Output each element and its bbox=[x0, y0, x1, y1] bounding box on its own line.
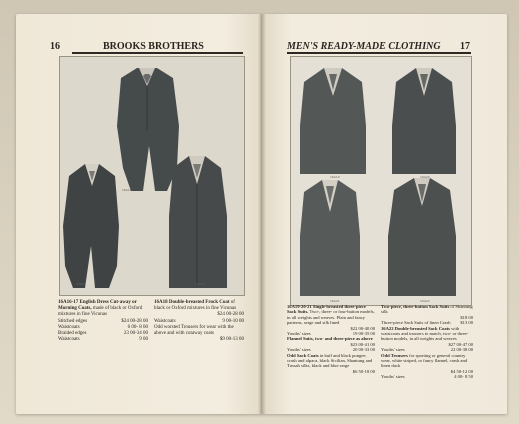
price-row: Youths' sizes 4 00- 8 50 bbox=[381, 374, 473, 380]
right-page-title: MEN'S READY-MADE CLOTHING bbox=[287, 41, 441, 52]
right-caption-two-piece bbox=[381, 304, 473, 380]
price-row: Youths' sizes 19 00-35 00 bbox=[287, 331, 375, 337]
sack-coat-2 bbox=[392, 68, 456, 174]
two-piece-heading: Two-piece, three-button Sack Suits bbox=[381, 304, 450, 309]
frock-body: of black or Oxford mixtures in fine Vicunas bbox=[154, 300, 237, 312]
price-row: $18 00 bbox=[460, 314, 473, 320]
price-row: Youths' sizes 22 00-38 00 bbox=[381, 347, 473, 353]
price-row: Stitched edges $24 00-28 00 bbox=[58, 318, 148, 324]
cutaway-body: made of black or Oxford mixtures in fine Vicunas bbox=[58, 306, 143, 318]
left-page-title: BROOKS BROTHERS bbox=[103, 41, 204, 52]
morning-coat-2 bbox=[63, 164, 119, 288]
frock-note: Odd worsted Trousers for wear with the above and with cutaway coats bbox=[154, 324, 234, 337]
odd-trousers-heading: Odd Trousers bbox=[381, 352, 408, 358]
coat-tag-6: 16A21 bbox=[330, 299, 340, 303]
left-caption-cutaway bbox=[58, 300, 148, 343]
left-page-number: 16 bbox=[50, 41, 60, 52]
coat-tag-7: 16A22 bbox=[420, 299, 430, 303]
cutaway-heading: 16A16-17 English Dress Cut-away or Morning Coats, bbox=[58, 300, 137, 312]
double-breasted-sack-coat bbox=[388, 178, 456, 296]
flannel-heading: Flannel Suits, two- and three-piece as above bbox=[287, 336, 373, 342]
coat-tag-2: 16A17 bbox=[76, 282, 86, 286]
price-row: $24 00-28 00 bbox=[217, 312, 244, 318]
double-breasted-body: with waistcoats and trousers to match, two- or three-button models, in all weights and weaves bbox=[381, 325, 469, 342]
coat-tag-3: 16A18 bbox=[195, 282, 205, 286]
price-row: $9 00-13 00 bbox=[219, 337, 244, 343]
right-page-number: 17 bbox=[460, 41, 470, 52]
price-row: $22 00-40 00 bbox=[350, 325, 375, 331]
left-coats-illustration bbox=[59, 56, 245, 296]
odd-sack-heading: Odd Sack Coats bbox=[287, 352, 319, 358]
price-row: Waistcoats 9 00-10 00 bbox=[154, 318, 244, 324]
price-row: $4 50-12 00 bbox=[450, 368, 473, 374]
coat-tag-4: 16A19 bbox=[330, 175, 340, 179]
price-row: $23 00-41 00 bbox=[350, 341, 375, 347]
two-piece-body: of Shantung silk bbox=[381, 304, 473, 315]
price-row: $6 50-18 00 bbox=[352, 368, 375, 374]
right-coats-illustration bbox=[290, 56, 472, 306]
price-row: Waistcoats 9 00 bbox=[58, 337, 148, 343]
odd-trousers-body: for sporting or general country wear, white striped, or fancy flannel, crash and linen duck bbox=[381, 352, 468, 369]
single-breasted-heading: 16A19-20-21 Single-breasted three-piece Sack Suits. bbox=[287, 304, 366, 315]
single-breasted-body: Two-, three- or four-button models, in all weights and weaves. Plain and fancy patterns, serge and silk lined bbox=[287, 309, 375, 326]
morning-coat-1 bbox=[117, 68, 179, 191]
price-row: Braided edges 23 00-34 00 bbox=[58, 331, 148, 337]
left-header-rule bbox=[72, 52, 243, 54]
double-breasted-heading: 16A22 Double-breasted Sack Coats bbox=[381, 325, 450, 331]
right-header-rule bbox=[287, 52, 471, 54]
book-gutter bbox=[258, 14, 266, 414]
right-caption-single-breasted bbox=[287, 304, 375, 374]
price-row: Youths' sizes 20 00-33 00 bbox=[287, 347, 375, 353]
price-row: Three-piece Sack Suits of linen Crash $13 00 bbox=[381, 320, 473, 326]
price-row: Waistcoats 6 00- 8 00 bbox=[58, 324, 148, 330]
coat-tag-1: 16A16 bbox=[122, 188, 132, 192]
left-caption-frock bbox=[154, 300, 244, 343]
price-row: $27 00-47 00 bbox=[448, 341, 473, 347]
coat-tag-5: 16A20 bbox=[420, 175, 430, 179]
odd-sack-body: in buff and black pongee, crash and alpaca, black Sicilian, Shantung and Tussah silks, black and blue serge bbox=[287, 352, 373, 369]
frock-heading: 16A18 Double-breasted Frock Coat bbox=[154, 300, 230, 305]
sack-coat-1 bbox=[300, 68, 366, 174]
sack-coat-3 bbox=[300, 180, 360, 296]
frock-coat bbox=[169, 156, 227, 288]
